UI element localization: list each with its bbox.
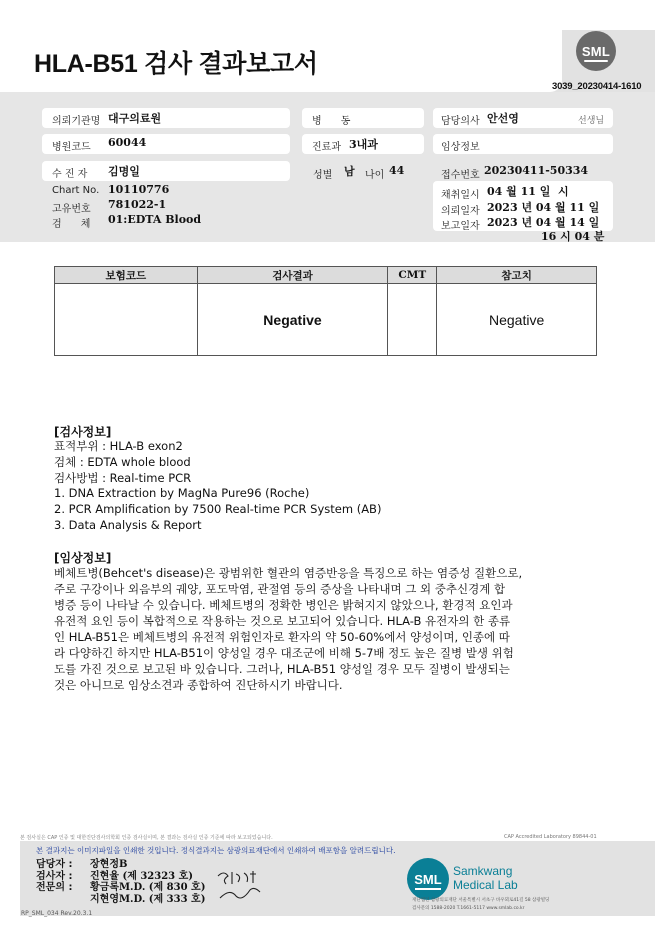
collect-label: 채취일시 bbox=[441, 190, 480, 201]
sml-logo-icon: SML bbox=[576, 31, 616, 71]
form-id: RP_SML_034 Rev.20.3.1 bbox=[21, 910, 93, 917]
recipient-label: 수 진 자 bbox=[52, 169, 88, 180]
clinical-info-line: 것은 아니므로 임상소견과 종합하여 진단하시기 바랍니다. bbox=[54, 678, 343, 692]
reference-header: 참고치 bbox=[437, 267, 597, 284]
staff-name: 장현정B bbox=[90, 859, 128, 870]
test-info-line: 검사방법 : Real-time PCR bbox=[54, 471, 192, 485]
staff-name: 황금록M.D. (제 830 호) bbox=[90, 882, 206, 893]
test-result-cell: Negative bbox=[197, 284, 388, 356]
test-info-line: 1. DNA Extraction by MagNa Pure96 (Roche) bbox=[54, 486, 310, 500]
doctor-suffix: 선생님 bbox=[578, 116, 605, 126]
hospital-code-label: 병원코드 bbox=[52, 142, 91, 153]
dept-label: 진료과 bbox=[312, 142, 341, 153]
staff-role: 검사자 : bbox=[36, 871, 73, 882]
institution-value: 대구의료원 bbox=[108, 112, 162, 125]
staff-name: 지현영M.D. (제 333 호) bbox=[90, 894, 206, 905]
hospital-code-value: 60044 bbox=[108, 136, 147, 149]
test-result-header: 검사결과 bbox=[197, 267, 388, 284]
request-value: 2023 년 04 월 11 일 bbox=[487, 201, 600, 214]
table-row bbox=[55, 284, 597, 356]
staff-name: 진현율 (제 32323 호) bbox=[90, 871, 193, 882]
doctor-label: 담당의사 bbox=[441, 116, 480, 127]
test-info-title: [검사정보] bbox=[54, 425, 112, 439]
clinical-info-line: 도를 가진 것으로 보고된 바 있습니다. 그러나, HLA-B51 양성일 경우 모두 질병이 발생되는 bbox=[54, 662, 510, 676]
ward-label: 병 동 bbox=[312, 116, 351, 127]
specimen-value: 01:EDTA Blood bbox=[108, 213, 202, 226]
contact-line: 검사문의 1588-2020 T.1661-5117 www.smlab.co.kr bbox=[412, 906, 525, 911]
clinical-info-line: 병증 등이 나타날 수 있습니다. 베체트병의 정확한 병인은 밝혀지지 않았으나, 환경적 요인과 bbox=[54, 598, 513, 612]
staff-role: 담당자 : bbox=[36, 859, 73, 870]
report-time-value: 16 시 04 분 bbox=[541, 230, 605, 243]
result-table bbox=[54, 266, 597, 356]
doctor-value: 안선영 bbox=[487, 112, 519, 125]
chart-no-value: 10110776 bbox=[108, 183, 170, 196]
sml-footer-logo-icon: SML bbox=[407, 858, 449, 900]
receipt-label: 접수번호 bbox=[441, 170, 480, 181]
report-number: 3039_20230414-1610 bbox=[552, 81, 642, 92]
address-line: 재단법인 삼광의료재단 서울특별시 서초구 바우뫼로41길 58 삼광빌딩 bbox=[412, 898, 550, 903]
cap-note: CAP Accredited Laboratory 89844-01 bbox=[504, 834, 597, 840]
clinical-info-line: 베체트병(Behcet's disease)은 광범위한 혈관의 염증반응을 특징으로 하는 염증성 질환으로, bbox=[54, 566, 523, 580]
print-notice: 본 결과지는 이미지파일을 인쇄한 것입니다. 정식결과지는 삼광의료재단에서 인쇄하여 배포함을 알려드립니다. bbox=[36, 846, 396, 855]
brand-name-line1: Samkwang bbox=[453, 864, 513, 878]
cmt-cell bbox=[388, 284, 437, 356]
clinical-info-line: 인 HLA-B51은 베체트병의 유전적 위험인자로 환자의 약 50-60%에서 양성이며, 인종에 따 bbox=[54, 630, 510, 644]
result-table-header bbox=[55, 267, 597, 284]
request-label: 의뢰일자 bbox=[441, 206, 480, 217]
recipient-value: 김명일 bbox=[108, 165, 140, 178]
insurance-code-cell bbox=[55, 284, 198, 356]
specimen-label: 검 체 bbox=[52, 219, 91, 230]
clinical-info-line: 라 다양하긴 하지만 HLA-B51이 양성일 경우 대조군에 비해 5-7배 정도 높은 질병 발생 위험 bbox=[54, 646, 514, 660]
sex-value: 남 bbox=[344, 165, 355, 178]
clinical-info-line: 유전적 요인 등이 복합적으로 작용하는 것으로 보고되어 있습니다. HLA-B 유전자의 한 종류 bbox=[54, 614, 511, 628]
test-info-line: 2. PCR Amplification by 7500 Real-time PCR System (AB) bbox=[54, 502, 382, 516]
id-no-value: 781022-1 bbox=[108, 198, 167, 211]
age-label: 나이 bbox=[365, 170, 385, 181]
clinical-info-line: 주로 구강이나 외음부의 궤양, 포도막염, 관절염 등의 증상을 나타내며 그 외 중추신경계 합 bbox=[54, 582, 506, 596]
institution-label: 의뢰기관명 bbox=[52, 116, 101, 127]
brand-name-line2: Medical Lab bbox=[453, 878, 518, 892]
report-date-label: 보고일자 bbox=[441, 221, 480, 232]
chart-no-label: Chart No. bbox=[52, 185, 100, 196]
test-info-line: 검체 : EDTA whole blood bbox=[54, 455, 191, 469]
sex-label: 성별 bbox=[313, 170, 333, 181]
staff-role: 전문의 : bbox=[36, 882, 73, 893]
id-no-label: 고유번호 bbox=[52, 204, 91, 215]
age-value: 44 bbox=[389, 164, 405, 177]
report-date-value: 2023 년 04 월 14 일 bbox=[487, 216, 600, 229]
test-info-line: 표적부위 : HLA-B exon2 bbox=[54, 439, 183, 453]
insurance-code-header: 보험코드 bbox=[55, 267, 198, 284]
report-title: HLA-B51 검사 결과보고서 bbox=[34, 50, 318, 78]
test-info-line: 3. Data Analysis & Report bbox=[54, 518, 202, 532]
receipt-value: 20230411-50334 bbox=[484, 164, 589, 177]
accreditation-note: 본 검사실은 CAP 인증 및 대한진단검사의학회 인증 검사실이며, 본 결과는 검사실 인증 기준에 따라 보고되었습니다. bbox=[20, 835, 273, 841]
cmt-header: CMT bbox=[388, 267, 437, 284]
reference-cell: Negative bbox=[437, 284, 597, 356]
signature-icon bbox=[214, 868, 266, 904]
collect-value: 04 월 11 일 시 bbox=[487, 185, 569, 198]
clinical-info-title: [임상정보] bbox=[54, 551, 112, 565]
clinical-label: 임상정보 bbox=[441, 142, 480, 153]
dept-value: 3내과 bbox=[349, 138, 378, 151]
